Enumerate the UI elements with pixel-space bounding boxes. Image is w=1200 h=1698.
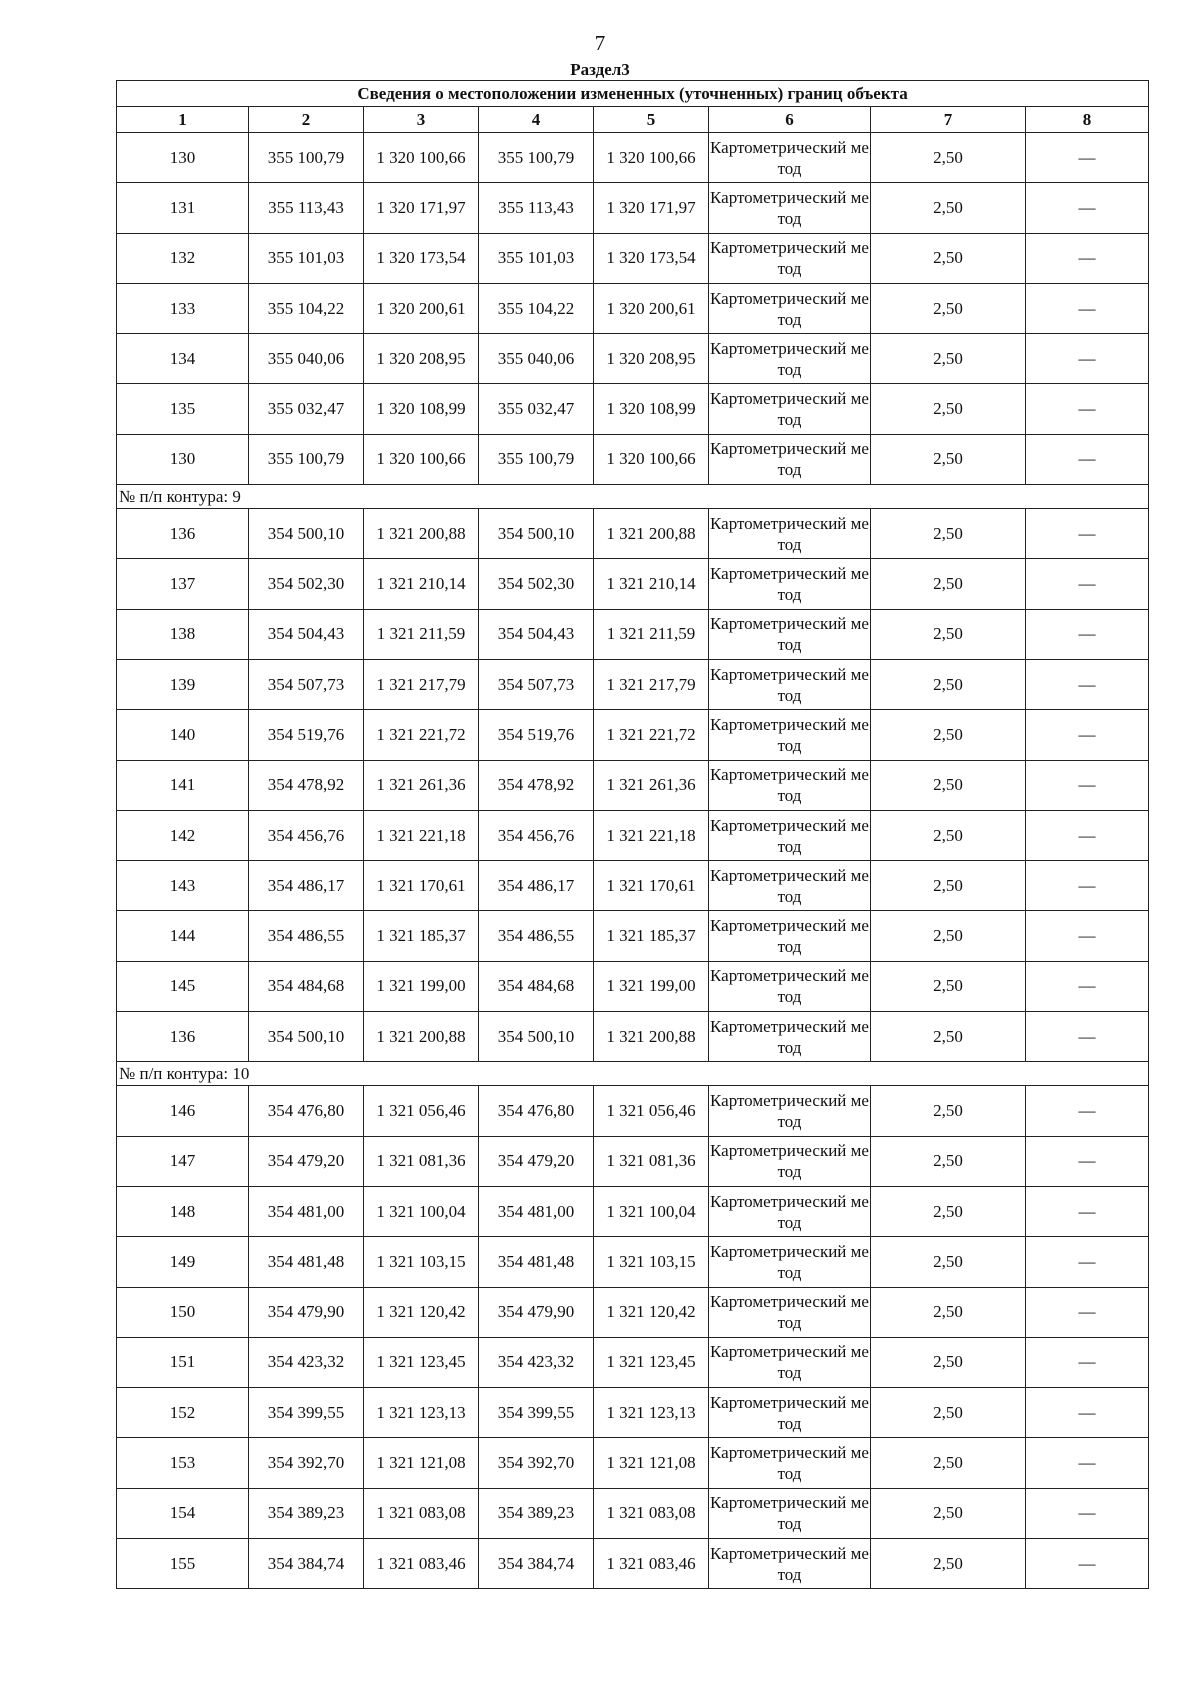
- x-new-cell: 355 100,79: [479, 434, 594, 484]
- column-header: 3: [364, 107, 479, 133]
- accuracy-cell: 2,50: [871, 1388, 1026, 1438]
- table-row: [117, 861, 1149, 911]
- point-number-cell: 155: [117, 1539, 249, 1589]
- accuracy-cell: 2,50: [871, 1237, 1026, 1287]
- point-number-cell: 149: [117, 1237, 249, 1287]
- y-old-cell: 1 320 200,61: [364, 283, 479, 333]
- y-new-cell: 1 321 103,15: [594, 1237, 709, 1287]
- point-number-cell: 130: [117, 133, 249, 183]
- point-number-cell: 133: [117, 283, 249, 333]
- point-number-cell: 130: [117, 434, 249, 484]
- y-old-cell: 1 321 100,04: [364, 1186, 479, 1236]
- x-old-cell: 354 389,23: [249, 1488, 364, 1538]
- x-old-cell: 355 100,79: [249, 133, 364, 183]
- x-new-cell: 355 032,47: [479, 384, 594, 434]
- x-new-cell: 354 484,68: [479, 961, 594, 1011]
- x-new-cell: 354 500,10: [479, 1012, 594, 1062]
- method-cell: Картометрический метод: [709, 283, 871, 333]
- column-header: 1: [117, 107, 249, 133]
- point-number-cell: 132: [117, 233, 249, 283]
- table-row: [117, 1136, 1149, 1186]
- y-old-cell: 1 320 173,54: [364, 233, 479, 283]
- table-row: [117, 1488, 1149, 1538]
- description-cell: —: [1026, 1287, 1149, 1337]
- description-cell: —: [1026, 659, 1149, 709]
- description-cell: —: [1026, 861, 1149, 911]
- table-row: [117, 911, 1149, 961]
- table-caption: Сведения о местоположении измененных (уточненных) границ объекта: [117, 81, 1149, 107]
- y-new-cell: 1 321 100,04: [594, 1186, 709, 1236]
- accuracy-cell: 2,50: [871, 1186, 1026, 1236]
- x-new-cell: 354 479,20: [479, 1136, 594, 1186]
- table-caption-row: [117, 81, 1149, 107]
- description-cell: —: [1026, 1539, 1149, 1589]
- description-cell: —: [1026, 961, 1149, 1011]
- table-row: [117, 1012, 1149, 1062]
- y-old-cell: 1 320 108,99: [364, 384, 479, 434]
- accuracy-cell: 2,50: [871, 609, 1026, 659]
- y-old-cell: 1 321 217,79: [364, 659, 479, 709]
- table-row: [117, 961, 1149, 1011]
- point-number-cell: 151: [117, 1337, 249, 1387]
- y-new-cell: 1 321 221,18: [594, 810, 709, 860]
- x-new-cell: 355 101,03: [479, 233, 594, 283]
- y-new-cell: 1 321 123,45: [594, 1337, 709, 1387]
- x-new-cell: 354 481,48: [479, 1237, 594, 1287]
- method-cell: Картометрический метод: [709, 1438, 871, 1488]
- column-header: 8: [1026, 107, 1149, 133]
- x-new-cell: 354 481,00: [479, 1186, 594, 1236]
- column-header: 4: [479, 107, 594, 133]
- point-number-cell: 137: [117, 559, 249, 609]
- description-cell: —: [1026, 1237, 1149, 1287]
- x-old-cell: 354 423,32: [249, 1337, 364, 1387]
- x-old-cell: 354 399,55: [249, 1388, 364, 1438]
- x-new-cell: 354 384,74: [479, 1539, 594, 1589]
- table-row: [117, 384, 1149, 434]
- description-cell: —: [1026, 1438, 1149, 1488]
- method-cell: Картометрический метод: [709, 233, 871, 283]
- y-new-cell: 1 321 056,46: [594, 1086, 709, 1136]
- point-number-cell: 139: [117, 659, 249, 709]
- accuracy-cell: 2,50: [871, 1438, 1026, 1488]
- y-new-cell: 1 321 261,36: [594, 760, 709, 810]
- page-number: 7: [594, 31, 606, 55]
- y-new-cell: 1 321 170,61: [594, 861, 709, 911]
- y-old-cell: 1 321 081,36: [364, 1136, 479, 1186]
- description-cell: —: [1026, 1186, 1149, 1236]
- description-cell: —: [1026, 509, 1149, 559]
- y-old-cell: 1 321 121,08: [364, 1438, 479, 1488]
- method-cell: Картометрический метод: [709, 760, 871, 810]
- description-cell: —: [1026, 334, 1149, 384]
- accuracy-cell: 2,50: [871, 861, 1026, 911]
- table-row: [117, 334, 1149, 384]
- y-old-cell: 1 321 123,13: [364, 1388, 479, 1438]
- x-new-cell: 354 389,23: [479, 1488, 594, 1538]
- table-row: [117, 283, 1149, 333]
- description-cell: —: [1026, 1388, 1149, 1438]
- y-old-cell: 1 320 208,95: [364, 334, 479, 384]
- description-cell: —: [1026, 384, 1149, 434]
- x-new-cell: 354 486,17: [479, 861, 594, 911]
- method-cell: Картометрический метод: [709, 559, 871, 609]
- y-old-cell: 1 321 123,45: [364, 1337, 479, 1387]
- description-cell: —: [1026, 133, 1149, 183]
- description-cell: —: [1026, 183, 1149, 233]
- contour-label: № п/п контура: 9: [117, 485, 1149, 509]
- accuracy-cell: 2,50: [871, 1086, 1026, 1136]
- point-number-cell: 134: [117, 334, 249, 384]
- description-cell: —: [1026, 810, 1149, 860]
- y-new-cell: 1 320 208,95: [594, 334, 709, 384]
- y-new-cell: 1 321 123,13: [594, 1388, 709, 1438]
- table-row: [117, 1186, 1149, 1236]
- accuracy-cell: 2,50: [871, 1012, 1026, 1062]
- method-cell: Картометрический метод: [709, 1287, 871, 1337]
- x-old-cell: 354 502,30: [249, 559, 364, 609]
- accuracy-cell: 2,50: [871, 1488, 1026, 1538]
- x-old-cell: 354 486,17: [249, 861, 364, 911]
- x-old-cell: 354 478,92: [249, 760, 364, 810]
- x-new-cell: 354 507,73: [479, 659, 594, 709]
- method-cell: Картометрический метод: [709, 384, 871, 434]
- y-old-cell: 1 321 200,88: [364, 509, 479, 559]
- accuracy-cell: 2,50: [871, 1287, 1026, 1337]
- column-header: 6: [709, 107, 871, 133]
- x-old-cell: 354 519,76: [249, 710, 364, 760]
- method-cell: Картометрический метод: [709, 1186, 871, 1236]
- y-new-cell: 1 320 108,99: [594, 384, 709, 434]
- x-new-cell: 355 113,43: [479, 183, 594, 233]
- y-old-cell: 1 321 083,46: [364, 1539, 479, 1589]
- x-new-cell: 354 456,76: [479, 810, 594, 860]
- accuracy-cell: 2,50: [871, 183, 1026, 233]
- x-old-cell: 354 476,80: [249, 1086, 364, 1136]
- y-new-cell: 1 320 100,66: [594, 434, 709, 484]
- point-number-cell: 147: [117, 1136, 249, 1186]
- accuracy-cell: 2,50: [871, 384, 1026, 434]
- x-new-cell: 355 104,22: [479, 283, 594, 333]
- accuracy-cell: 2,50: [871, 1539, 1026, 1589]
- method-cell: Картометрический метод: [709, 1086, 871, 1136]
- table-row: [117, 1388, 1149, 1438]
- accuracy-cell: 2,50: [871, 961, 1026, 1011]
- y-old-cell: 1 321 199,00: [364, 961, 479, 1011]
- x-new-cell: 355 100,79: [479, 133, 594, 183]
- x-old-cell: 354 500,10: [249, 509, 364, 559]
- y-old-cell: 1 320 100,66: [364, 133, 479, 183]
- point-number-cell: 150: [117, 1287, 249, 1337]
- x-new-cell: 354 500,10: [479, 509, 594, 559]
- y-new-cell: 1 320 200,61: [594, 283, 709, 333]
- y-old-cell: 1 321 200,88: [364, 1012, 479, 1062]
- x-old-cell: 354 481,48: [249, 1237, 364, 1287]
- description-cell: —: [1026, 710, 1149, 760]
- x-old-cell: 354 384,74: [249, 1539, 364, 1589]
- y-new-cell: 1 320 100,66: [594, 133, 709, 183]
- point-number-cell: 136: [117, 1012, 249, 1062]
- method-cell: Картометрический метод: [709, 1539, 871, 1589]
- x-old-cell: 354 507,73: [249, 659, 364, 709]
- table-row: [117, 710, 1149, 760]
- method-cell: Картометрический метод: [709, 183, 871, 233]
- contour-label: № п/п контура: 10: [117, 1062, 1149, 1086]
- x-new-cell: 354 423,32: [479, 1337, 594, 1387]
- table-row: [117, 1438, 1149, 1488]
- accuracy-cell: 2,50: [871, 760, 1026, 810]
- accuracy-cell: 2,50: [871, 710, 1026, 760]
- method-cell: Картометрический метод: [709, 133, 871, 183]
- table-row: [117, 1237, 1149, 1287]
- x-new-cell: 354 504,43: [479, 609, 594, 659]
- y-old-cell: 1 321 210,14: [364, 559, 479, 609]
- x-old-cell: 354 479,90: [249, 1287, 364, 1337]
- x-old-cell: 355 104,22: [249, 283, 364, 333]
- method-cell: Картометрический метод: [709, 434, 871, 484]
- accuracy-cell: 2,50: [871, 810, 1026, 860]
- table-row: [117, 1337, 1149, 1387]
- method-cell: Картометрический метод: [709, 509, 871, 559]
- y-new-cell: 1 321 200,88: [594, 509, 709, 559]
- accuracy-cell: 2,50: [871, 1136, 1026, 1186]
- table-row: [117, 509, 1149, 559]
- table-row: [117, 233, 1149, 283]
- x-old-cell: 355 113,43: [249, 183, 364, 233]
- table-row: [117, 434, 1149, 484]
- point-number-cell: 142: [117, 810, 249, 860]
- table-header-row: [117, 107, 1149, 133]
- y-old-cell: 1 321 103,15: [364, 1237, 479, 1287]
- x-old-cell: 355 101,03: [249, 233, 364, 283]
- point-number-cell: 152: [117, 1388, 249, 1438]
- accuracy-cell: 2,50: [871, 434, 1026, 484]
- y-old-cell: 1 321 261,36: [364, 760, 479, 810]
- method-cell: Картометрический метод: [709, 810, 871, 860]
- y-new-cell: 1 321 217,79: [594, 659, 709, 709]
- column-header: 5: [594, 107, 709, 133]
- x-new-cell: 354 519,76: [479, 710, 594, 760]
- accuracy-cell: 2,50: [871, 133, 1026, 183]
- x-new-cell: 354 479,90: [479, 1287, 594, 1337]
- description-cell: —: [1026, 283, 1149, 333]
- column-header: 2: [249, 107, 364, 133]
- point-number-cell: 154: [117, 1488, 249, 1538]
- y-old-cell: 1 320 100,66: [364, 434, 479, 484]
- y-new-cell: 1 321 083,46: [594, 1539, 709, 1589]
- description-cell: —: [1026, 1337, 1149, 1387]
- x-old-cell: 354 486,55: [249, 911, 364, 961]
- x-old-cell: 354 456,76: [249, 810, 364, 860]
- column-header: 7: [871, 107, 1026, 133]
- x-old-cell: 355 040,06: [249, 334, 364, 384]
- point-number-cell: 143: [117, 861, 249, 911]
- method-cell: Картометрический метод: [709, 659, 871, 709]
- point-number-cell: 141: [117, 760, 249, 810]
- point-number-cell: 138: [117, 609, 249, 659]
- table-row: [117, 1287, 1149, 1337]
- method-cell: Картометрический метод: [709, 861, 871, 911]
- point-number-cell: 148: [117, 1186, 249, 1236]
- y-new-cell: 1 321 211,59: [594, 609, 709, 659]
- x-old-cell: 355 032,47: [249, 384, 364, 434]
- y-new-cell: 1 321 210,14: [594, 559, 709, 609]
- accuracy-cell: 2,50: [871, 283, 1026, 333]
- point-number-cell: 146: [117, 1086, 249, 1136]
- method-cell: Картометрический метод: [709, 1388, 871, 1438]
- x-old-cell: 354 500,10: [249, 1012, 364, 1062]
- x-old-cell: 354 484,68: [249, 961, 364, 1011]
- method-cell: Картометрический метод: [709, 911, 871, 961]
- description-cell: —: [1026, 911, 1149, 961]
- table-row: [117, 183, 1149, 233]
- table-row: [117, 133, 1149, 183]
- y-new-cell: 1 321 121,08: [594, 1438, 709, 1488]
- method-cell: Картометрический метод: [709, 1488, 871, 1538]
- point-number-cell: 131: [117, 183, 249, 233]
- y-new-cell: 1 320 171,97: [594, 183, 709, 233]
- y-old-cell: 1 321 221,18: [364, 810, 479, 860]
- y-old-cell: 1 321 120,42: [364, 1287, 479, 1337]
- y-new-cell: 1 321 200,88: [594, 1012, 709, 1062]
- method-cell: Картометрический метод: [709, 1136, 871, 1186]
- y-old-cell: 1 321 170,61: [364, 861, 479, 911]
- description-cell: —: [1026, 760, 1149, 810]
- x-new-cell: 354 502,30: [479, 559, 594, 609]
- description-cell: —: [1026, 1488, 1149, 1538]
- method-cell: Картометрический метод: [709, 609, 871, 659]
- accuracy-cell: 2,50: [871, 334, 1026, 384]
- x-new-cell: 354 392,70: [479, 1438, 594, 1488]
- accuracy-cell: 2,50: [871, 559, 1026, 609]
- x-old-cell: 354 504,43: [249, 609, 364, 659]
- point-number-cell: 136: [117, 509, 249, 559]
- y-new-cell: 1 321 083,08: [594, 1488, 709, 1538]
- table-row: [117, 659, 1149, 709]
- x-old-cell: 354 481,00: [249, 1186, 364, 1236]
- description-cell: —: [1026, 1012, 1149, 1062]
- accuracy-cell: 2,50: [871, 233, 1026, 283]
- table-row: [117, 559, 1149, 609]
- description-cell: —: [1026, 434, 1149, 484]
- section-title: Раздел3: [570, 60, 630, 79]
- table-row: [117, 760, 1149, 810]
- table-row: [117, 1539, 1149, 1589]
- point-number-cell: 135: [117, 384, 249, 434]
- y-new-cell: 1 321 185,37: [594, 911, 709, 961]
- accuracy-cell: 2,50: [871, 509, 1026, 559]
- y-old-cell: 1 321 083,08: [364, 1488, 479, 1538]
- table-row: [117, 1086, 1149, 1136]
- x-new-cell: 354 476,80: [479, 1086, 594, 1136]
- y-old-cell: 1 321 185,37: [364, 911, 479, 961]
- accuracy-cell: 2,50: [871, 911, 1026, 961]
- method-cell: Картометрический метод: [709, 1012, 871, 1062]
- y-old-cell: 1 321 221,72: [364, 710, 479, 760]
- x-new-cell: 355 040,06: [479, 334, 594, 384]
- table-body: [117, 133, 1149, 1589]
- x-new-cell: 354 486,55: [479, 911, 594, 961]
- description-cell: —: [1026, 233, 1149, 283]
- table-row: [117, 810, 1149, 860]
- x-old-cell: 354 392,70: [249, 1438, 364, 1488]
- method-cell: Картометрический метод: [709, 1337, 871, 1387]
- accuracy-cell: 2,50: [871, 659, 1026, 709]
- y-old-cell: 1 321 211,59: [364, 609, 479, 659]
- description-cell: —: [1026, 1136, 1149, 1186]
- method-cell: Картометрический метод: [709, 710, 871, 760]
- point-number-cell: 145: [117, 961, 249, 1011]
- x-old-cell: 354 479,20: [249, 1136, 364, 1186]
- y-new-cell: 1 321 199,00: [594, 961, 709, 1011]
- y-new-cell: 1 321 221,72: [594, 710, 709, 760]
- description-cell: —: [1026, 559, 1149, 609]
- point-number-cell: 153: [117, 1438, 249, 1488]
- boundary-coordinates-table: [116, 80, 1149, 1589]
- y-new-cell: 1 321 081,36: [594, 1136, 709, 1186]
- x-old-cell: 355 100,79: [249, 434, 364, 484]
- y-new-cell: 1 321 120,42: [594, 1287, 709, 1337]
- y-old-cell: 1 320 171,97: [364, 183, 479, 233]
- method-cell: Картометрический метод: [709, 1237, 871, 1287]
- description-cell: —: [1026, 1086, 1149, 1136]
- table-row: [117, 609, 1149, 659]
- x-new-cell: 354 478,92: [479, 760, 594, 810]
- y-new-cell: 1 320 173,54: [594, 233, 709, 283]
- x-new-cell: 354 399,55: [479, 1388, 594, 1438]
- accuracy-cell: 2,50: [871, 1337, 1026, 1387]
- point-number-cell: 140: [117, 710, 249, 760]
- point-number-cell: 144: [117, 911, 249, 961]
- contour-row: [117, 1062, 1149, 1086]
- description-cell: —: [1026, 609, 1149, 659]
- y-old-cell: 1 321 056,46: [364, 1086, 479, 1136]
- contour-row: [117, 485, 1149, 509]
- method-cell: Картометрический метод: [709, 334, 871, 384]
- method-cell: Картометрический метод: [709, 961, 871, 1011]
